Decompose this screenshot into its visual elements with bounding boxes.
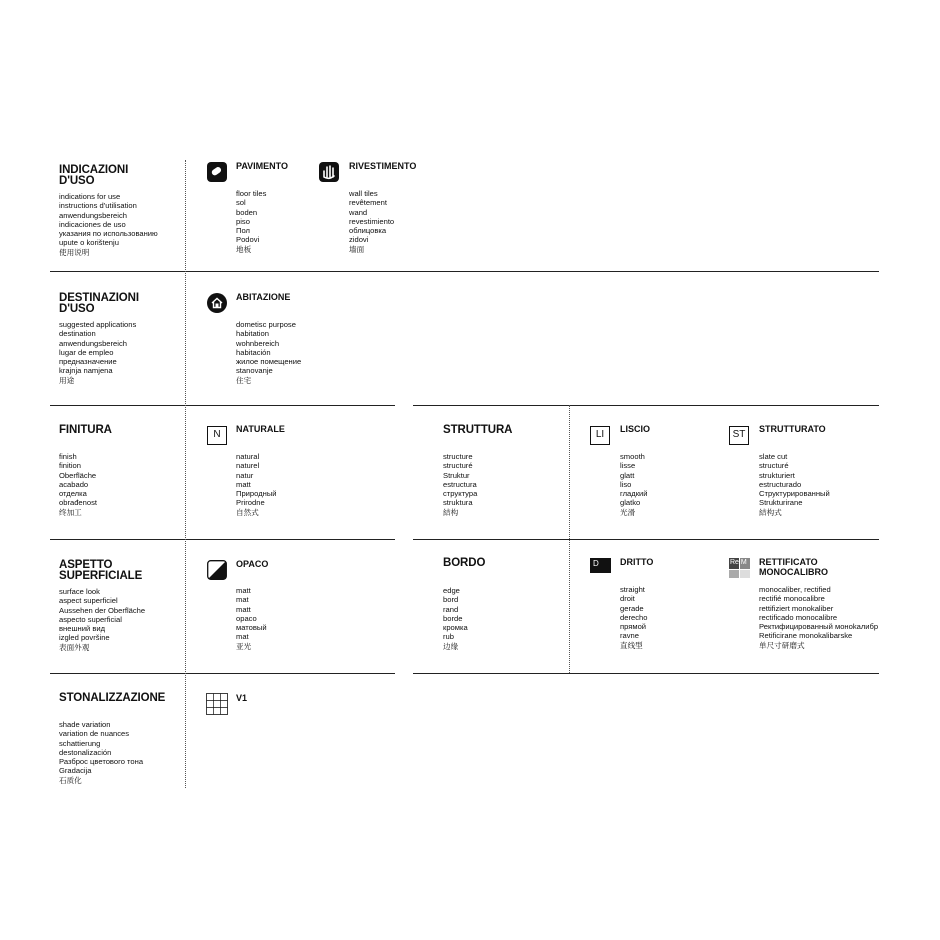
section-subtitle-list: finish finition Oberfläche acabado отделка obrađenost 终加工 — [59, 452, 97, 517]
item-label: LISCIO — [620, 424, 651, 434]
divider-line — [413, 673, 879, 674]
rectified-icon-letters: Re M — [730, 559, 747, 566]
section-title: STRUTTURA — [443, 424, 513, 436]
rectified-monocaliber-icon — [729, 558, 750, 578]
item-label: PAVIMENTO — [236, 161, 289, 171]
section-subtitle-list: suggested applications destination anwendungsbereich lugar de empleo предназначение krajnja namjena 用途 — [59, 320, 137, 385]
structured-icon: ST — [729, 426, 749, 445]
item-lines: floor tiles sol boden piso Пол Podovi 地板 — [236, 189, 267, 254]
section-title: DESTINAZIONI D'USO — [59, 292, 139, 315]
divider-line — [50, 405, 395, 406]
item-lines: slate cut structuré strukturiert estructurado Структурированный Strukturirane 結构式 — [759, 452, 830, 517]
house-icon — [207, 293, 227, 313]
section-subtitle-list: indications for use instructions d'utilisation anwendungsbereich indicaciones de uso указания по использованию upute o korištenju 使用说明 — [59, 192, 158, 257]
divider-line — [50, 271, 879, 272]
natural-finish-icon: N — [207, 426, 227, 445]
item-lines: straight droit gerade derecho прямой ravne 直线型 — [620, 585, 648, 650]
section-subtitle-list: shade variation variation de nuances schattierung destonalización Разброс цветового тона Gradacija 石质化 — [59, 720, 144, 785]
item-lines: wall tiles revêtement wand revestimiento облицовка zidovi 墙面 — [349, 189, 395, 254]
straight-edge-icon — [590, 558, 611, 578]
item-lines: natural naturel natur matt Природный Prirodne 自然式 — [236, 452, 277, 517]
section-title: STONALIZZAZIONE — [59, 692, 166, 704]
column-divider — [569, 405, 570, 673]
divider-line — [413, 539, 879, 540]
wall-tile-icon — [319, 162, 339, 182]
column-divider — [185, 160, 186, 788]
item-label: RIVESTIMENTO — [349, 161, 417, 171]
item-label: STRUTTURATO — [759, 424, 826, 434]
item-label: OPACO — [236, 559, 269, 569]
divider-line — [50, 539, 395, 540]
divider-line — [413, 405, 879, 406]
item-label: RETTIFICATO MONOCALIBRO — [759, 557, 828, 577]
section-subtitle-list: structure structuré Struktur estructura структура struktura 結构 — [443, 452, 478, 517]
shade-variation-icon — [206, 693, 228, 715]
item-label: V1 — [236, 693, 248, 703]
section-title: INDICAZIONI D'USO — [59, 164, 129, 187]
floor-tile-icon — [207, 162, 227, 182]
item-lines: dometisc purpose habitation wohnbereich habitación жилое помещение stanovanje 住宅 — [236, 320, 302, 385]
edge-icon-letter: D — [593, 559, 599, 568]
item-label: ABITAZIONE — [236, 292, 291, 302]
item-lines: monocaliber, rectified rectifié monocalibre rettifiziert monokaliber rectificado monocalibre Ректифицированный моноkалибр Retificirane monokalibarske 单尺寸研磨式 — [759, 585, 879, 650]
section-title: ASPETTO SUPERFICIALE — [59, 559, 143, 582]
item-label: DRITTO — [620, 557, 654, 567]
item-lines: matt mat matt opaco матовый mat 亚光 — [236, 586, 267, 651]
item-lines: smooth lisse glatt liso гладкий glatko 光滑 — [620, 452, 648, 517]
matt-finish-icon — [207, 560, 227, 580]
smooth-icon: LI — [590, 426, 610, 445]
section-title: BORDO — [443, 557, 486, 569]
section-title: FINITURA — [59, 424, 112, 436]
divider-line — [50, 673, 395, 674]
section-subtitle-list: surface look aspect superficiel Aussehen der Oberfläche aspecto superficial внешний вид izgled površine 表面外观 — [59, 587, 146, 652]
section-subtitle-list: edge bord rand borde кромка rub 边缘 — [443, 586, 468, 651]
item-label: NATURALE — [236, 424, 285, 434]
